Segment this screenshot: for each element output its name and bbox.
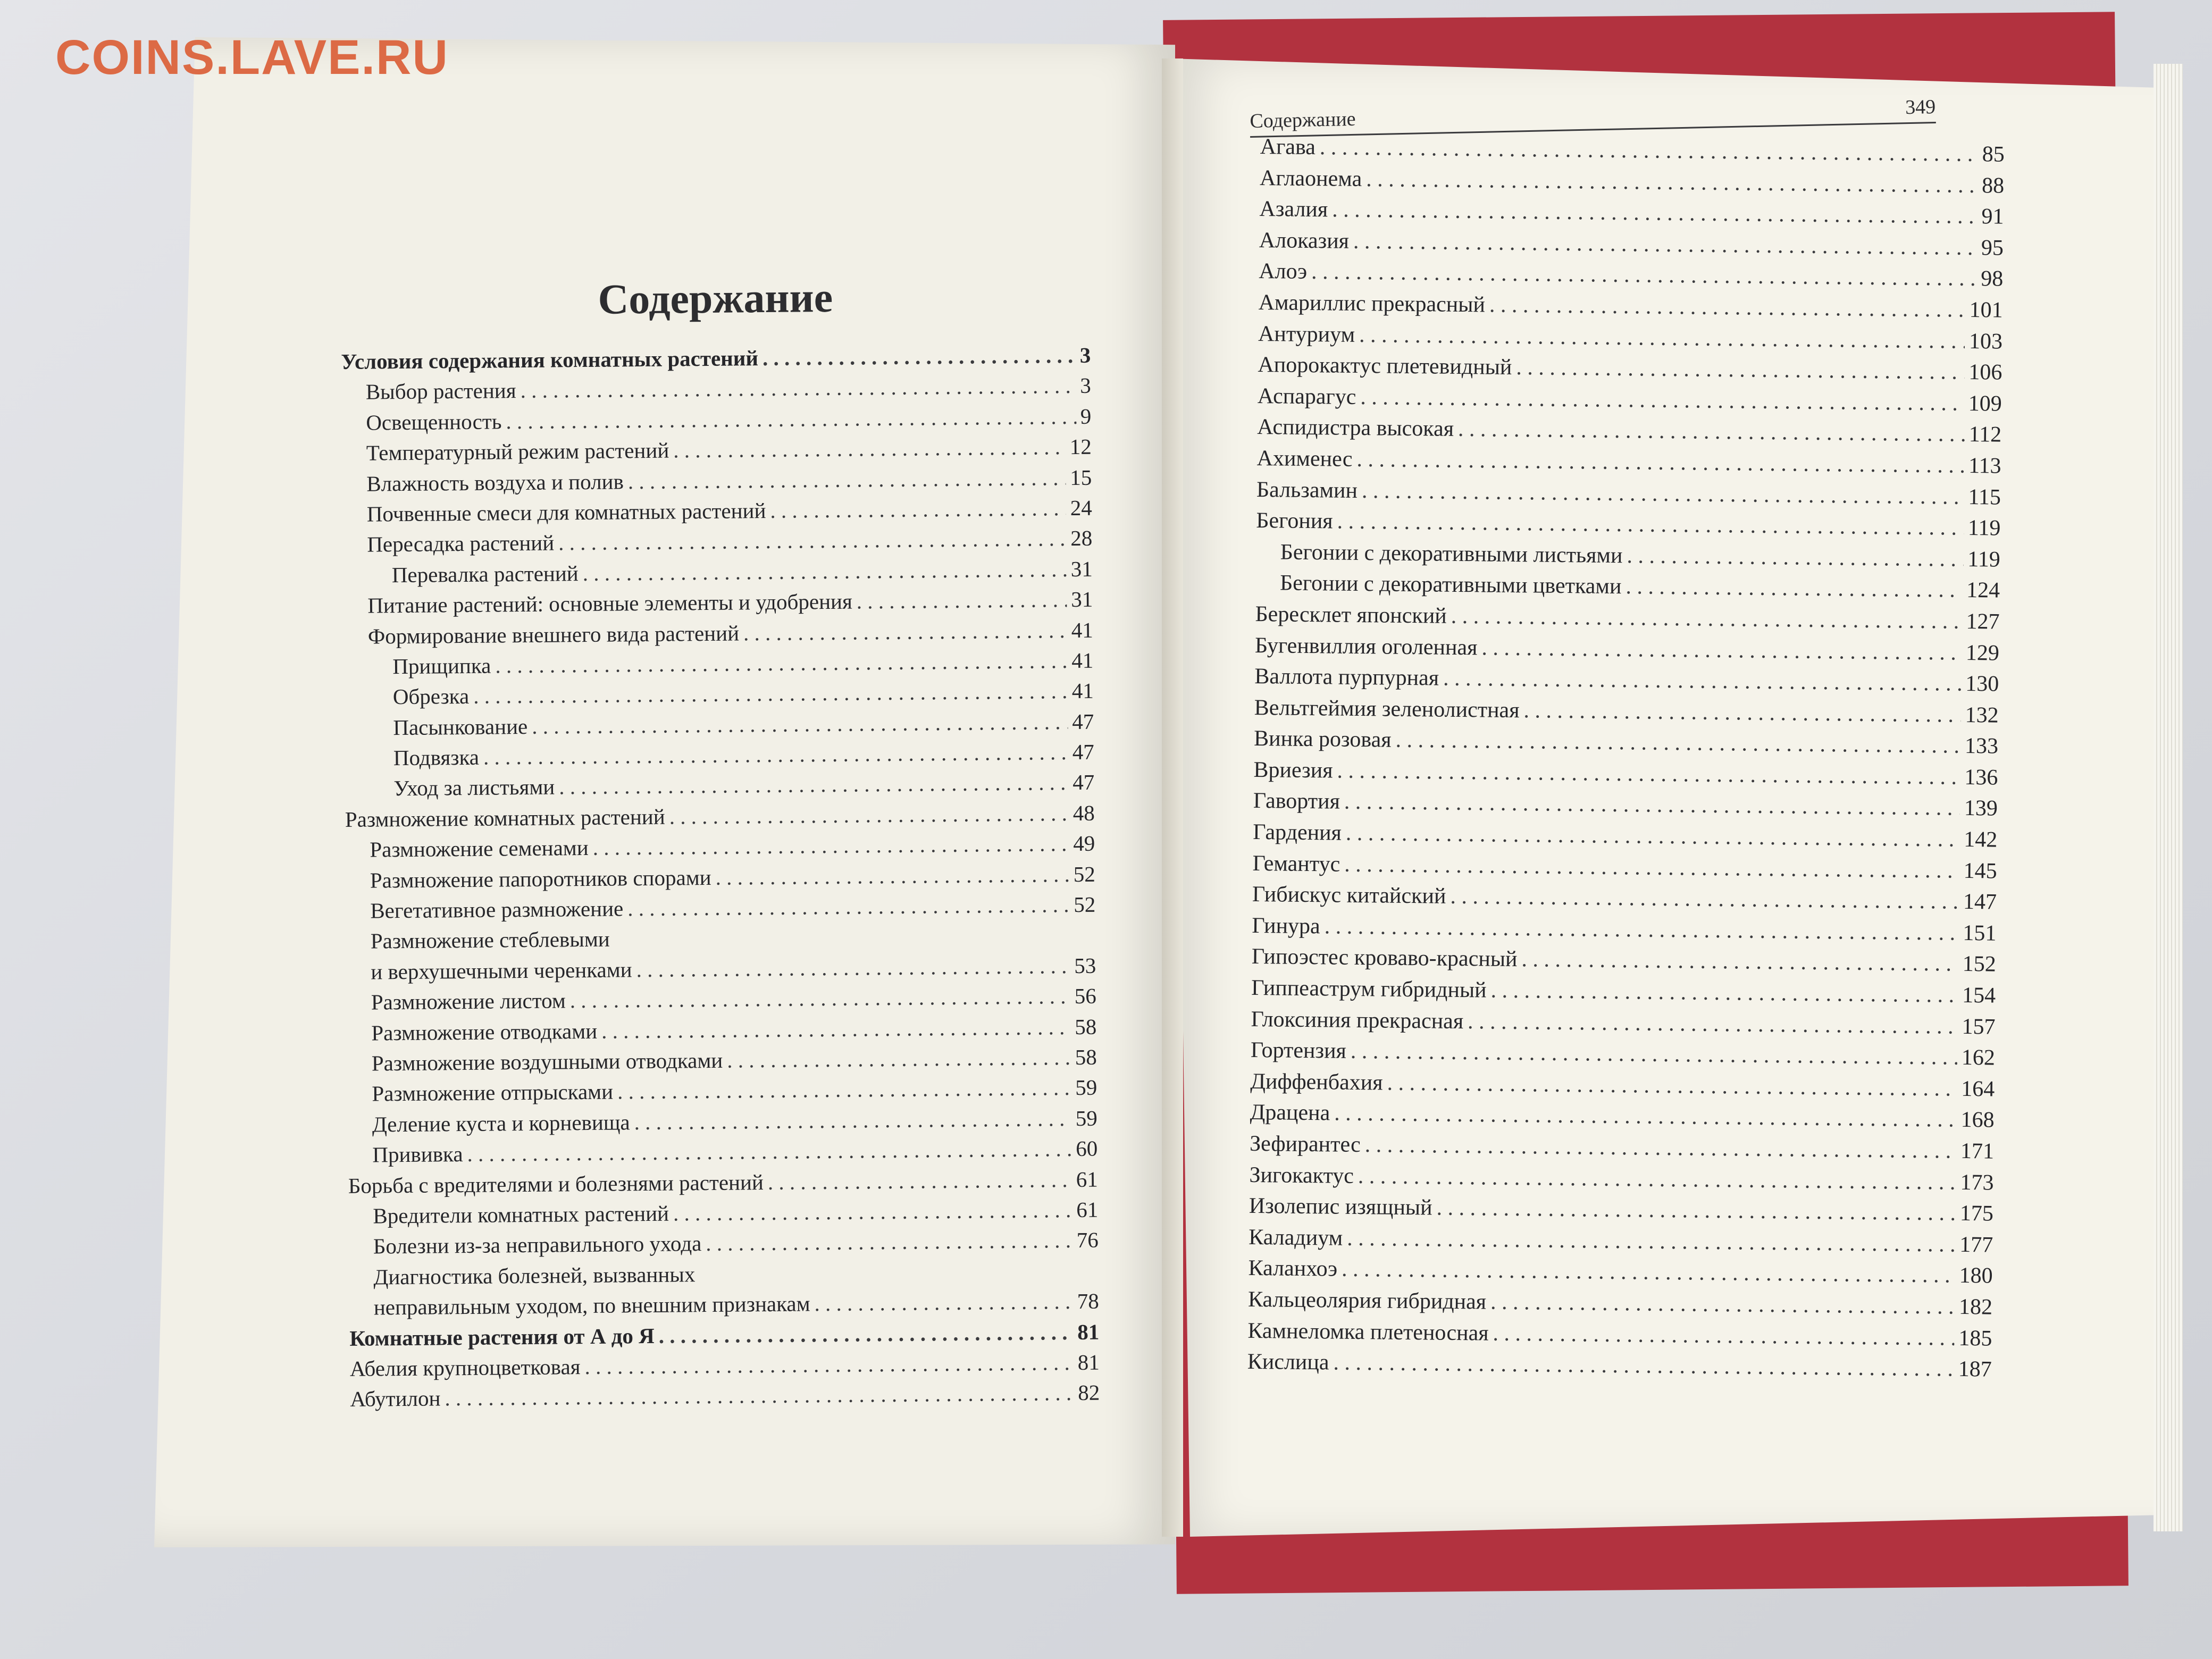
toc-leader-dots <box>636 955 1070 981</box>
toc-entry-page: 127 <box>1966 609 2000 634</box>
toc-entry-label: Прививка <box>372 1142 463 1167</box>
toc-entry-page: 47 <box>1072 709 1094 734</box>
toc-leader-dots <box>763 345 1076 369</box>
toc-leader-dots <box>617 1077 1071 1102</box>
toc-entry-label: Зигокактус <box>1249 1162 1354 1188</box>
toc-entry-page: 56 <box>1074 983 1096 1009</box>
toc-entry-page: 154 <box>1962 983 1996 1008</box>
toc-entry-label: Размножение отводками <box>371 1018 598 1045</box>
toc-leader-dots <box>1458 418 1965 446</box>
toc-leader-dots <box>1450 885 1959 913</box>
toc-entry-label: Пасынкование <box>393 714 528 740</box>
toc-entry-page: 168 <box>1960 1108 1995 1133</box>
toc-leader-dots <box>558 527 1066 554</box>
toc-leader-dots <box>601 1016 1070 1042</box>
toc-entry-label: Драцена <box>1250 1100 1330 1126</box>
toc-title: Содержание <box>598 274 833 323</box>
toc-leader-dots <box>1443 667 1962 695</box>
toc-leader-dots <box>659 1321 1074 1347</box>
toc-leader-dots <box>1490 979 1958 1007</box>
toc-leader-dots <box>1493 1322 1954 1349</box>
toc-entry-page: 147 <box>1963 890 1997 915</box>
toc-leader-dots <box>673 436 1066 461</box>
toc-entry-page: 157 <box>1962 1014 1996 1040</box>
toc-entry-page: 98 <box>1981 266 2004 292</box>
toc-entry-label: Борьба с вредителями и болезнями растений <box>348 1169 764 1198</box>
toc-entry-page: 145 <box>1963 858 1997 884</box>
toc-entry-label: Выбор растения <box>365 378 516 404</box>
toc-leader-dots <box>483 741 1068 768</box>
toc-leader-dots <box>584 1352 1074 1378</box>
toc-entry-page: 119 <box>1967 547 2000 572</box>
page-edges <box>2154 64 2183 1531</box>
toc-entry-page: 82 <box>1078 1380 1100 1405</box>
toc-leader-dots <box>743 619 1067 644</box>
toc-entry-label: Прищипка <box>392 653 491 679</box>
toc-entry-page: 95 <box>1981 235 2004 261</box>
toc-entry-label: Абутилон <box>350 1386 441 1412</box>
toc-entry-page: 132 <box>1965 702 1999 728</box>
toc-entry-label: Вредители комнатных растений <box>373 1201 669 1228</box>
toc-entry-page: 91 <box>1981 204 2004 229</box>
toc-entry-label: Гипоэстес кроваво-красный <box>1251 944 1518 972</box>
toc-entry-page: 162 <box>1961 1045 1996 1070</box>
toc-entry-page: 112 <box>1968 422 2002 447</box>
toc-entry-page: 12 <box>1069 434 1092 459</box>
toc-entry-page: 9 <box>1080 404 1092 429</box>
toc-leader-dots <box>715 864 1069 889</box>
toc-entry-page: 101 <box>1969 297 2003 323</box>
toc-entry-label: Размножение листом <box>371 988 566 1015</box>
toc-entry-page: 28 <box>1070 526 1093 551</box>
toc-entry-page: 41 <box>1071 678 1094 703</box>
toc-entry-label: Формирование внешнего вида растений <box>367 620 740 649</box>
toc-leader-dots <box>583 558 1067 584</box>
right-toc <box>1247 136 2004 1389</box>
toc-leader-dots <box>634 1108 1071 1133</box>
toc-leader-dots <box>627 894 1069 919</box>
toc-entry-label: Диагностика болезней, вызванных <box>373 1261 696 1289</box>
toc-entry-page: 48 <box>1073 800 1095 825</box>
toc-entry-label: Гардения <box>1253 819 1342 845</box>
toc-leader-dots <box>673 1199 1073 1225</box>
toc-entry-label: Размножение воздушными отводками <box>371 1048 723 1076</box>
toc-leader-dots <box>570 985 1070 1011</box>
toc-leader-dots <box>770 497 1066 522</box>
toc-entry-page: 61 <box>1076 1167 1098 1192</box>
toc-entry-label: Уход за листьями <box>393 774 555 801</box>
toc-leader-dots <box>1489 294 1965 321</box>
toc-entry-label: неправильным уходом, по внешним признакам <box>373 1291 810 1320</box>
toc-entry-label: Диффенбахия <box>1250 1069 1383 1095</box>
toc-entry-page: 142 <box>1963 827 1998 852</box>
toc-entry-label: Антуриум <box>1258 321 1355 347</box>
toc-entry-page: 113 <box>1968 453 2001 479</box>
toc-entry-page: 81 <box>1077 1350 1100 1375</box>
toc-entry-page: 119 <box>1967 516 2001 541</box>
toc-leader-dots <box>532 711 1068 738</box>
toc-leader-dots <box>1523 699 1961 726</box>
toc-leader-dots <box>1516 356 1964 383</box>
toc-entry-page: 81 <box>1077 1319 1100 1344</box>
toc-entry-page: 15 <box>1070 465 1092 490</box>
toc-entry-page: 52 <box>1073 861 1095 886</box>
toc-entry-label: Размножение семенами <box>370 835 589 862</box>
toc-entry-page: 60 <box>1076 1136 1098 1161</box>
toc-leader-dots <box>1468 1010 1958 1038</box>
toc-entry-label: Вельтгеймия зеленолистная <box>1254 695 1520 723</box>
toc-leader-dots <box>467 1138 1071 1165</box>
toc-entry-label: Болезни из-за неправильного ухода <box>373 1231 702 1259</box>
toc-entry-label: Камнеломка плетеносная <box>1247 1318 1489 1346</box>
toc-entry-page: 31 <box>1071 586 1093 612</box>
toc-entry-label: Влажность воздуха и полив <box>366 468 624 496</box>
toc-entry-label: Ахименес <box>1256 446 1353 472</box>
left-toc <box>340 274 1100 1419</box>
toc-leader-dots <box>593 833 1069 859</box>
toc-entry-page: 41 <box>1071 617 1093 642</box>
toc-leader-dots <box>559 772 1068 798</box>
toc-leader-dots <box>1436 1197 1956 1225</box>
toc-entry-label: Бегонии с декоративными цветками <box>1279 571 1622 599</box>
toc-entry-page: 47 <box>1073 770 1095 795</box>
toc-leader-dots <box>628 467 1066 492</box>
toc-leader-dots <box>669 802 1069 828</box>
toc-entry-label: Кислица <box>1247 1350 1329 1375</box>
toc-entry-label: Алоэ <box>1259 259 1308 284</box>
toc-entry-label: Гортензия <box>1250 1038 1347 1064</box>
toc-leader-dots <box>857 589 1067 612</box>
toc-entry-label: Почвенные смеси для комнатных растений <box>366 498 766 526</box>
toc-entry-page: 3 <box>1079 342 1091 367</box>
toc-leader-dots <box>495 650 1067 676</box>
toc-entry-page: 187 <box>1958 1357 1992 1382</box>
toc-entry-label: Бегонии с декоративными листьями <box>1280 540 1623 568</box>
toc-entry-label: Алоказия <box>1259 228 1350 254</box>
toc-entry-page: 177 <box>1959 1232 1993 1258</box>
toc-entry-label: Гемантус <box>1252 851 1340 877</box>
toc-entry-page: 78 <box>1077 1288 1099 1314</box>
toc-leader-dots <box>1490 1291 1955 1318</box>
toc-entry-page: 164 <box>1961 1076 1995 1102</box>
toc-entry-page: 130 <box>1965 672 1999 697</box>
toc-entry-label: Подвязка <box>393 744 480 770</box>
toc-entry-label: Гиппеаструм гибридный <box>1251 975 1487 1003</box>
toc-leader-dots <box>1521 949 1958 976</box>
toc-entry-label: Вриезия <box>1253 757 1333 783</box>
toc-entry-label: Абелия крупноцветковая <box>349 1354 581 1381</box>
page-number: 349 <box>1905 95 1936 119</box>
toc-entry-label: Изолепис изящный <box>1249 1194 1432 1220</box>
toc-entry-page: 129 <box>1965 640 2000 666</box>
toc-entry-page: 53 <box>1074 953 1096 978</box>
toc-leader-dots <box>1481 636 1962 664</box>
toc-entry-page: 106 <box>1968 360 2002 385</box>
toc-entry-label: Валлота пурпурная <box>1254 664 1439 691</box>
toc-entry-label: Деление куста и корневища <box>372 1110 630 1137</box>
toc-entry-label: Бальзамин <box>1256 477 1358 503</box>
toc-entry-label: и верхушечными черенками <box>371 957 632 984</box>
toc-entry-label: Температурный режим растений <box>366 438 669 465</box>
toc-entry-page: 59 <box>1075 1105 1097 1130</box>
toc-entry-page: 58 <box>1075 1044 1097 1069</box>
toc-entry-label: Азалия <box>1259 197 1328 222</box>
toc-entry-page: 58 <box>1075 1014 1097 1039</box>
toc-entry-label: Агава <box>1260 135 1316 160</box>
toc-entry-page: 59 <box>1075 1075 1097 1100</box>
toc-entry-page: 85 <box>1982 142 2005 167</box>
toc-entry-page: 31 <box>1070 556 1093 581</box>
toc-entry-page: 76 <box>1076 1227 1099 1253</box>
toc-entry-page: 88 <box>1981 173 2005 198</box>
toc-entry-page: 115 <box>1968 484 2001 510</box>
toc-entry-label: Гавортия <box>1253 789 1340 815</box>
toc-entry-page: 109 <box>1968 391 2002 416</box>
toc-entry-page: 61 <box>1076 1197 1099 1222</box>
toc-entry-label: Кальцеолярия гибридная <box>1247 1287 1487 1314</box>
toc-entry-label: Размножение отпрысками <box>372 1079 614 1106</box>
toc-leader-dots <box>506 406 1076 432</box>
toc-entry-label: Размножение стеблевыми <box>370 927 610 953</box>
toc-entry-page: 49 <box>1073 831 1095 856</box>
toc-entry-page: 185 <box>1958 1326 1992 1351</box>
toc-entry-label: Гибискус китайский <box>1252 882 1446 909</box>
toc-entry-page: 103 <box>1968 329 2003 354</box>
toc-leader-dots <box>1626 576 1962 602</box>
toc-entry <box>350 1382 1100 1419</box>
toc-leader-dots <box>1451 605 1962 633</box>
toc-entry-page: 171 <box>1960 1138 1995 1164</box>
toc-entry-label: Амариллис прекрасный <box>1258 290 1486 317</box>
toc-entry-page: 41 <box>1071 648 1094 673</box>
toc-entry-page: 151 <box>1963 920 1997 946</box>
toc-leader-dots <box>706 1229 1073 1254</box>
toc-entry-page: 180 <box>1959 1263 1993 1288</box>
toc-entry-page: 139 <box>1964 796 1998 822</box>
toc-entry-page: 3 <box>1080 373 1091 398</box>
toc-entry-page: 136 <box>1964 765 1998 790</box>
toc-entry-label: Винка розовая <box>1253 726 1392 752</box>
right-toc-entries <box>1247 136 2004 1389</box>
toc-leader-dots <box>768 1169 1072 1193</box>
toc-entry-label: Зефирантес <box>1249 1131 1361 1158</box>
toc-entry-label: Размножение комнатных растений <box>345 804 665 832</box>
toc-entry-label: Условия содержания комнатных растений <box>341 346 759 374</box>
toc-entry-page: 52 <box>1074 892 1096 917</box>
left-toc-entries <box>341 342 1100 1419</box>
toc-entry-label: Комнатные растения от А до Я <box>349 1323 655 1351</box>
toc-leader-dots <box>727 1046 1071 1071</box>
toc-entry-page: 133 <box>1964 734 1999 759</box>
running-head-title: Содержание <box>1250 107 1356 132</box>
toc-entry-label: Размножение папоротников спорами <box>370 865 711 893</box>
toc-entry-page: 173 <box>1960 1170 1994 1195</box>
toc-entry-label: Аглаонема <box>1259 165 1362 191</box>
toc-entry-page: 24 <box>1070 495 1092 520</box>
toc-entry-label: Глоксиния прекрасная <box>1251 1007 1464 1034</box>
book-gutter <box>1162 58 1183 1537</box>
toc-entry-label: Вегетативное размножение <box>370 896 624 923</box>
toc-entry-label: Каланхоэ <box>1248 1256 1338 1282</box>
toc-entry-page: 47 <box>1072 739 1094 765</box>
toc-entry-label: Перевалка растений <box>391 560 579 587</box>
toc-entry-label: Обрезка <box>392 684 470 709</box>
toc-entry-label: Гинура <box>1252 913 1320 939</box>
toc-entry-label: Аспарагус <box>1257 383 1356 409</box>
toc-leader-dots <box>473 680 1068 707</box>
toc-entry-label: Освещенность <box>366 409 502 435</box>
watermark: COINS.LAVE.RU <box>55 30 449 85</box>
toc-entry-label: Бересклет японский <box>1255 601 1447 629</box>
toc-entry-label: Бугенвиллия оголенная <box>1254 633 1478 660</box>
toc-leader-dots <box>520 375 1076 401</box>
toc-leader-dots <box>1627 544 1963 571</box>
toc-entry-page: 175 <box>1959 1201 1994 1226</box>
toc-entry-label: Бегония <box>1256 508 1333 534</box>
toc-entry-page: 124 <box>1966 578 2000 603</box>
toc-entry-label: Апорокактус плетевидный <box>1258 353 1512 380</box>
toc-entry-label: Питание растений: основные элементы и удобрения <box>367 589 853 618</box>
toc-entry-label: Каладиум <box>1249 1225 1343 1251</box>
toc-entry-label: Пересадка растений <box>367 530 555 557</box>
toc-entry-page: 182 <box>1958 1294 1993 1320</box>
toc-leader-dots <box>814 1291 1073 1314</box>
toc-entry-label: Аспидистра высокая <box>1257 415 1454 442</box>
toc-entry-page: 152 <box>1962 952 1996 977</box>
